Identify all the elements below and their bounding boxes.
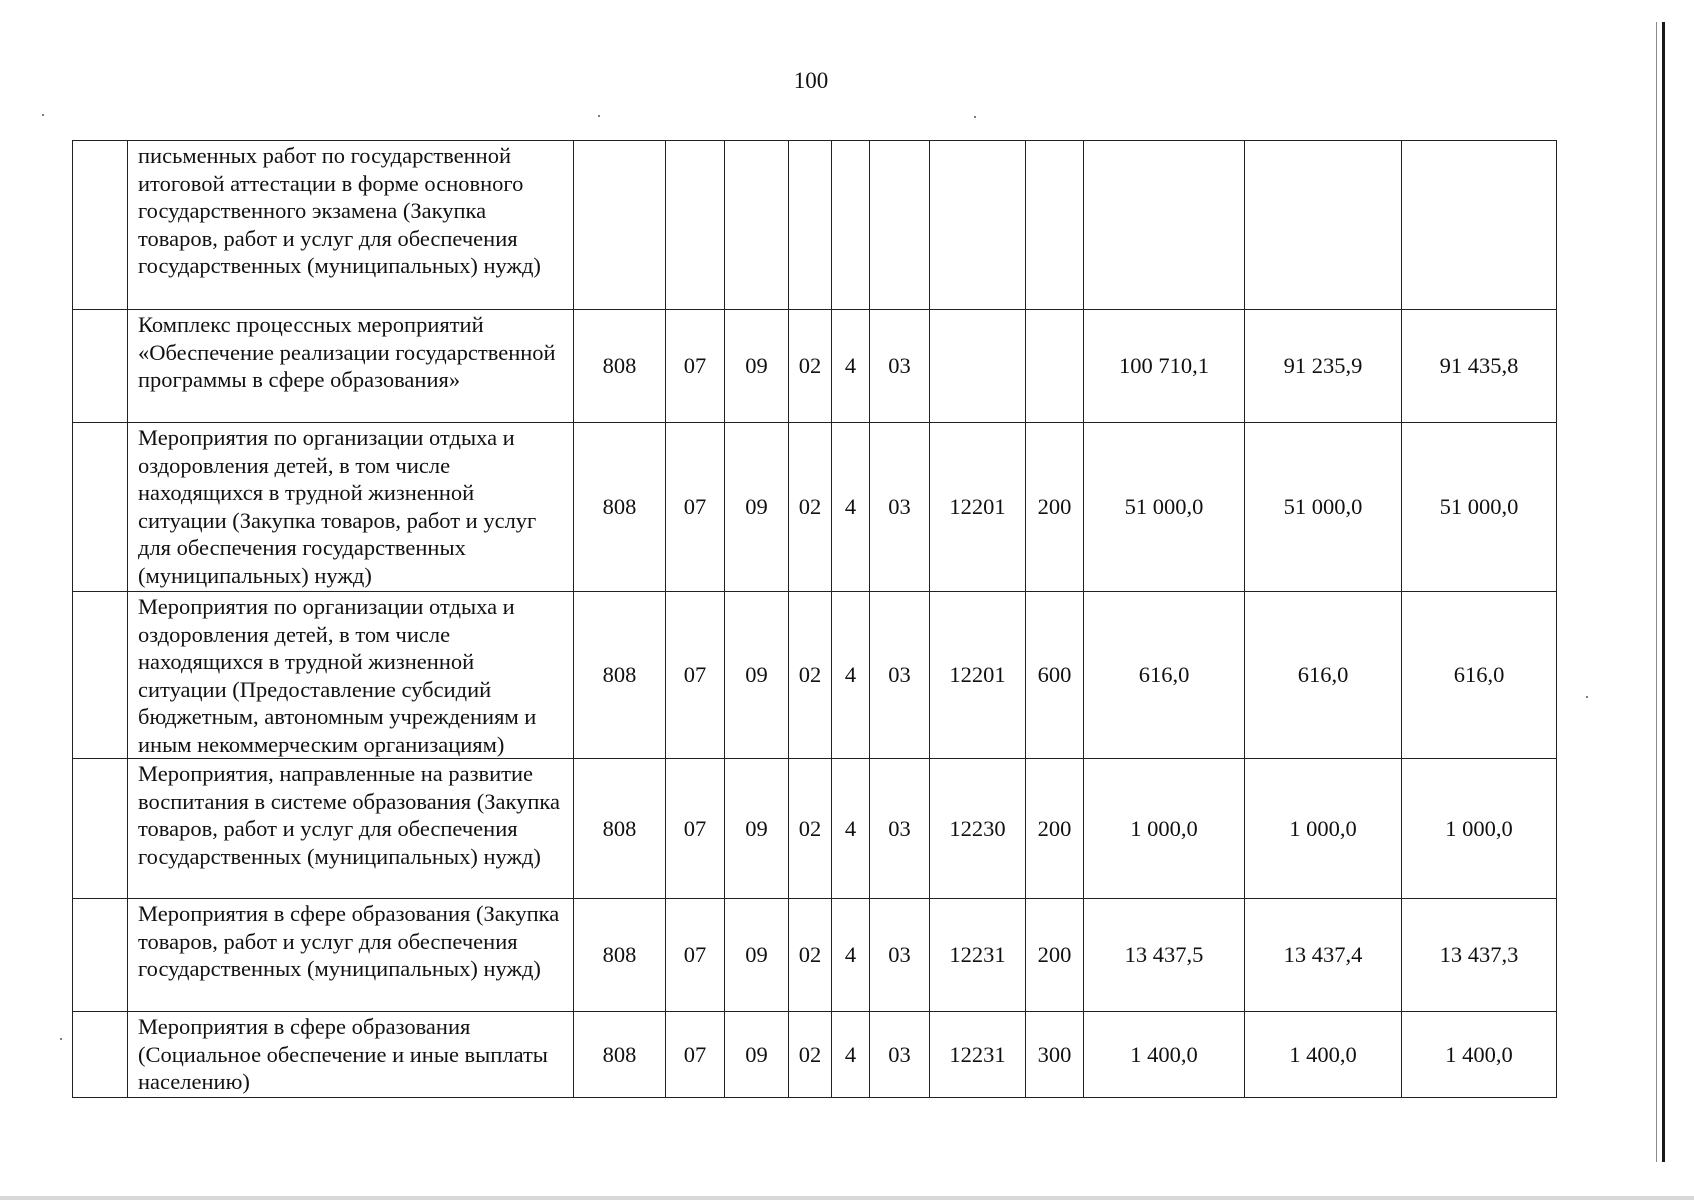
amount-3-cell: 1 000,0: [1402, 759, 1557, 899]
row-number-cell: [73, 423, 128, 592]
row-number-cell: [73, 310, 128, 423]
description-cell: Мероприятия, направленные на развитие воспитания в системе образования (Закупка товаров, работ и услуг для обеспечения государственных (муниципальных) нужд): [128, 759, 574, 899]
amount-1-cell: 1 000,0: [1084, 759, 1245, 899]
description-cell: письменных работ по государственной итоговой аттестации в форме основного государственного экзамена (Закупка товаров, работ и услуг для обеспечения государственных (муниципальных) нужд): [128, 141, 574, 310]
scan-speck: [974, 116, 976, 118]
section-cell: 07: [666, 1012, 725, 1098]
amount-1-cell: 616,0: [1084, 592, 1245, 759]
description-cell: Комплекс процессных мероприятий «Обеспечение реализации государственной программы в сфере образования»: [128, 310, 574, 423]
amount-3-cell: 13 437,3: [1402, 899, 1557, 1012]
section-cell: [666, 141, 725, 310]
description-cell: Мероприятия в сфере образования (Социальное обеспечение и иные выплаты населению): [128, 1012, 574, 1098]
subsection-cell: 09: [725, 592, 789, 759]
event-cell: 03: [870, 310, 930, 423]
subprogram-cell: 4: [832, 310, 870, 423]
description-cell: Мероприятия в сфере образования (Закупка товаров, работ и услуг для обеспечения государственных (муниципальных) нужд): [128, 899, 574, 1012]
event-cell: [870, 141, 930, 310]
amount-3-cell: [1402, 141, 1557, 310]
subprogram-cell: 4: [832, 759, 870, 899]
subprogram-cell: 4: [832, 592, 870, 759]
scan-speck: [42, 114, 44, 116]
event-cell: 03: [870, 759, 930, 899]
row-number-cell: [73, 592, 128, 759]
direction-cell: [930, 310, 1026, 423]
scan-bottom-edge: [0, 1196, 1694, 1200]
amount-2-cell: 91 235,9: [1245, 310, 1402, 423]
scan-speck: [598, 115, 600, 117]
code-cell: [574, 141, 666, 310]
expense-type-cell: 200: [1026, 759, 1084, 899]
amount-3-cell: 51 000,0: [1402, 423, 1557, 592]
amount-2-cell: 1 400,0: [1245, 1012, 1402, 1098]
section-cell: 07: [666, 310, 725, 423]
amount-3-cell: 1 400,0: [1402, 1012, 1557, 1098]
page-number: 100: [793, 68, 829, 93]
expense-type-cell: [1026, 310, 1084, 423]
scan-speck: [60, 1038, 62, 1040]
direction-cell: 12201: [930, 423, 1026, 592]
amount-2-cell: 1 000,0: [1245, 759, 1402, 899]
description-cell: Мероприятия по организации отдыха и оздоровления детей, в том числе находящихся в трудной жизненной ситуации (Закупка товаров, работ и услуг для обеспечения государственных (муниципальных) нужд): [128, 423, 574, 592]
table-row: [73, 759, 1557, 899]
section-cell: 07: [666, 423, 725, 592]
program-cell: 02: [789, 1012, 832, 1098]
row-number-cell: [73, 141, 128, 310]
program-cell: [789, 141, 832, 310]
table-row: [73, 1012, 1557, 1098]
table-row: [73, 141, 1557, 310]
expense-type-cell: 200: [1026, 423, 1084, 592]
amount-3-cell: 616,0: [1402, 592, 1557, 759]
subprogram-cell: 4: [832, 899, 870, 1012]
amount-2-cell: 13 437,4: [1245, 899, 1402, 1012]
section-cell: 07: [666, 592, 725, 759]
subprogram-cell: [832, 141, 870, 310]
row-number-cell: [73, 1012, 128, 1098]
section-cell: 07: [666, 899, 725, 1012]
amount-2-cell: 616,0: [1245, 592, 1402, 759]
subsection-cell: 09: [725, 423, 789, 592]
subsection-cell: 09: [725, 899, 789, 1012]
description-cell: Мероприятия по организации отдыха и оздоровления детей, в том числе находящихся в трудной жизненной ситуации (Предоставление субсидий бюджетным, автономным учреждениям и иным некоммерческим организациям): [128, 592, 574, 759]
direction-cell: 12231: [930, 1012, 1026, 1098]
program-cell: 02: [789, 759, 832, 899]
table-row: [73, 423, 1557, 592]
subsection-cell: 09: [725, 759, 789, 899]
budget-allocation-table: [72, 140, 1557, 1098]
row-number-cell: [73, 759, 128, 899]
direction-cell: 12201: [930, 592, 1026, 759]
subsection-cell: [725, 141, 789, 310]
subprogram-cell: 4: [832, 1012, 870, 1098]
amount-1-cell: 13 437,5: [1084, 899, 1245, 1012]
subprogram-cell: 4: [832, 423, 870, 592]
expense-type-cell: 200: [1026, 899, 1084, 1012]
subsection-cell: 09: [725, 310, 789, 423]
scan-speck: [1586, 696, 1588, 698]
amount-3-cell: 91 435,8: [1402, 310, 1557, 423]
expense-type-cell: 300: [1026, 1012, 1084, 1098]
direction-cell: 12231: [930, 899, 1026, 1012]
table-row: [73, 592, 1557, 759]
expense-type-cell: [1026, 141, 1084, 310]
amount-1-cell: [1084, 141, 1245, 310]
program-cell: 02: [789, 423, 832, 592]
amount-1-cell: 100 710,1: [1084, 310, 1245, 423]
scan-border-edge: [1662, 22, 1665, 1162]
program-cell: 02: [789, 592, 832, 759]
code-cell: 808: [574, 310, 666, 423]
subsection-cell: 09: [725, 1012, 789, 1098]
amount-1-cell: 1 400,0: [1084, 1012, 1245, 1098]
event-cell: 03: [870, 1012, 930, 1098]
event-cell: 03: [870, 899, 930, 1012]
row-number-cell: [73, 899, 128, 1012]
program-cell: 02: [789, 310, 832, 423]
amount-2-cell: 51 000,0: [1245, 423, 1402, 592]
code-cell: 808: [574, 899, 666, 1012]
expense-type-cell: 600: [1026, 592, 1084, 759]
code-cell: 808: [574, 592, 666, 759]
scan-border-line: [1656, 22, 1657, 1162]
amount-1-cell: 51 000,0: [1084, 423, 1245, 592]
direction-cell: [930, 141, 1026, 310]
program-cell: 02: [789, 899, 832, 1012]
event-cell: 03: [870, 592, 930, 759]
code-cell: 808: [574, 759, 666, 899]
table-row: [73, 310, 1557, 423]
table-row: [73, 899, 1557, 1012]
code-cell: 808: [574, 1012, 666, 1098]
direction-cell: 12230: [930, 759, 1026, 899]
event-cell: 03: [870, 423, 930, 592]
section-cell: 07: [666, 759, 725, 899]
code-cell: 808: [574, 423, 666, 592]
amount-2-cell: [1245, 141, 1402, 310]
